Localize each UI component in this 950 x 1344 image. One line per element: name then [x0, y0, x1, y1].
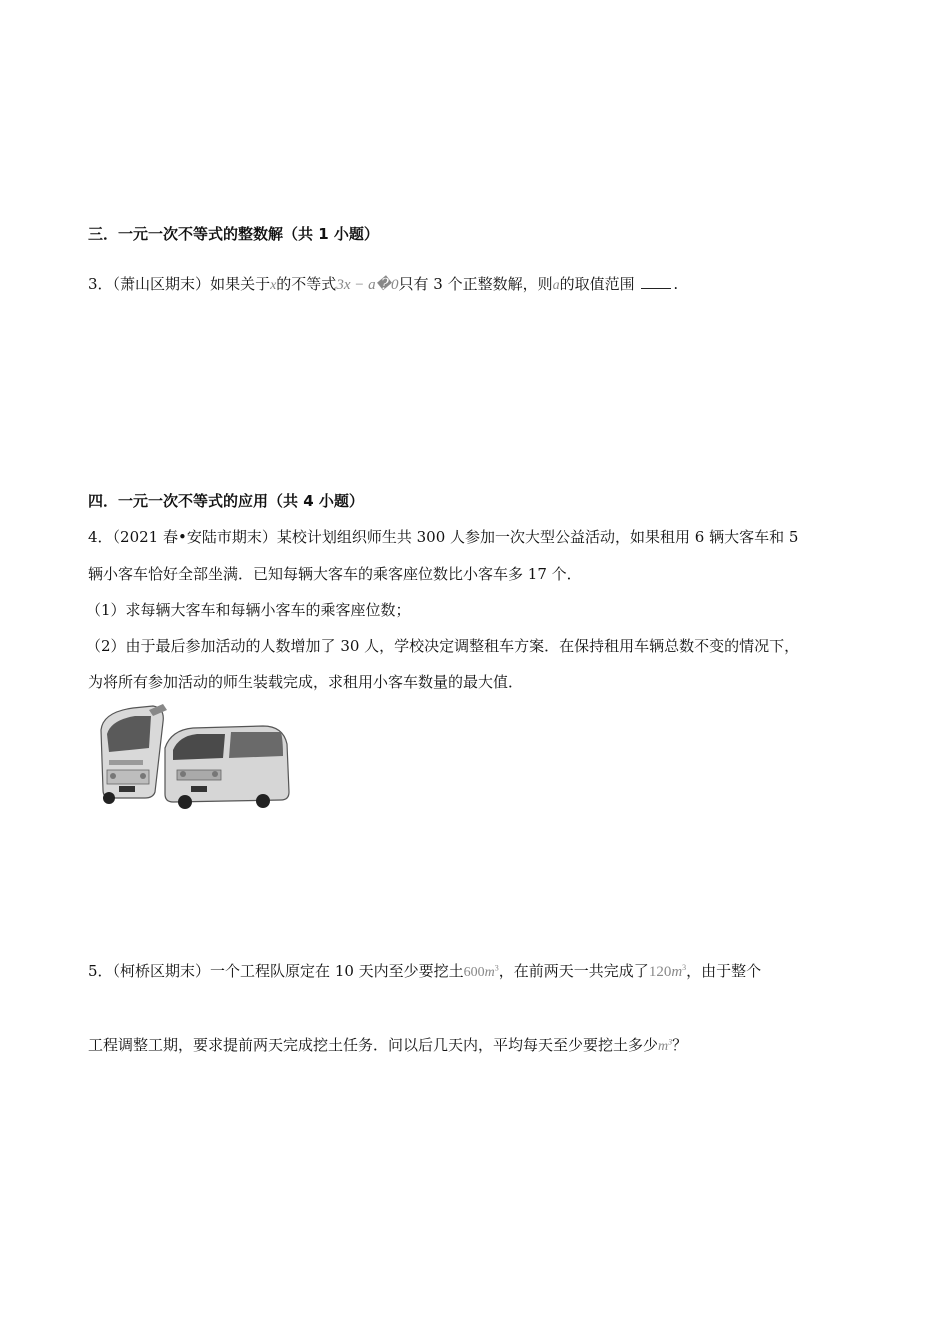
question-4-line-5: 为将所有参加活动的师生装载完成，求租用小客车数量的最大值． [88, 673, 524, 691]
question-3-source: （萧山区期末） [112, 275, 211, 293]
question-3-text: 如果关于 [210, 275, 271, 293]
section-heading-4: 四．一元一次不等式的应用（共 4 小题） [88, 492, 364, 510]
math-unit: m [484, 965, 495, 980]
question-5-text: ，在前两天一共完成了 [498, 962, 649, 980]
question-4-part-2: （2）由于最后参加活动的人数增加了 30 人，学校决定调整租车方案．在保持租用车辆总数不变的情况下， [86, 637, 800, 655]
math-unit: m [671, 964, 683, 980]
question-5-line-2 [88, 1034, 687, 1055]
question-4-line-1: 4．（2021 春•安陆市期末）某校计划组织师生共 300 人参加一次大型公益活动，如果租用 6 辆大客车和 5 [88, 528, 799, 546]
question-3-text: 的不等式 [276, 275, 337, 293]
math-var-a: a [552, 278, 560, 293]
question-5-text: 5．（柯桥区期末）一个工程队原定在 10 天内至少要挖土 [88, 962, 464, 980]
question-5-text: ？ [672, 1036, 688, 1054]
question-3 [88, 273, 678, 294]
math-var-x: x [270, 278, 277, 293]
math-inequality: 3x − a�0 [336, 277, 399, 293]
math-unit: m [658, 1039, 669, 1054]
answer-blank[interactable] [641, 276, 671, 289]
math-volume-120 [649, 964, 686, 980]
bus-illustration [101, 704, 167, 804]
section-heading-3: 三．一元一次不等式的整数解（共 1 小题） [88, 225, 379, 243]
math-exponent: 3 [682, 963, 687, 972]
math-exponent: 3 [494, 963, 499, 973]
question-3-number: 3． [88, 275, 113, 293]
question-5-text: 工程调整工期，要求提前两天完成挖土任务．问以后几天内，平均每天至少要挖土多少 [88, 1036, 659, 1054]
question-4-part-1: （1）求每辆大客车和每辆小客车的乘客座位数； [86, 601, 411, 619]
question-3-text: 只有 3 个正整数解，则 [398, 275, 553, 293]
math-number: 120 [648, 964, 672, 980]
question-3-text: 的取值范围 [559, 275, 635, 293]
question-5-line-1 [88, 960, 761, 981]
math-exponent: 3 [668, 1037, 673, 1047]
math-number: 600 [463, 965, 485, 980]
math-volume-600 [464, 965, 499, 980]
bus-and-van-image [93, 700, 291, 810]
question-4-line-2: 辆小客车恰好全部坐满．已知每辆大客车的乘客座位数比小客车多 17 个． [88, 565, 582, 583]
question-3-end: . [673, 275, 679, 293]
math-unit-m3 [658, 1039, 672, 1054]
question-5-text: ，由于整个 [686, 962, 762, 980]
van-illustration [165, 726, 289, 809]
